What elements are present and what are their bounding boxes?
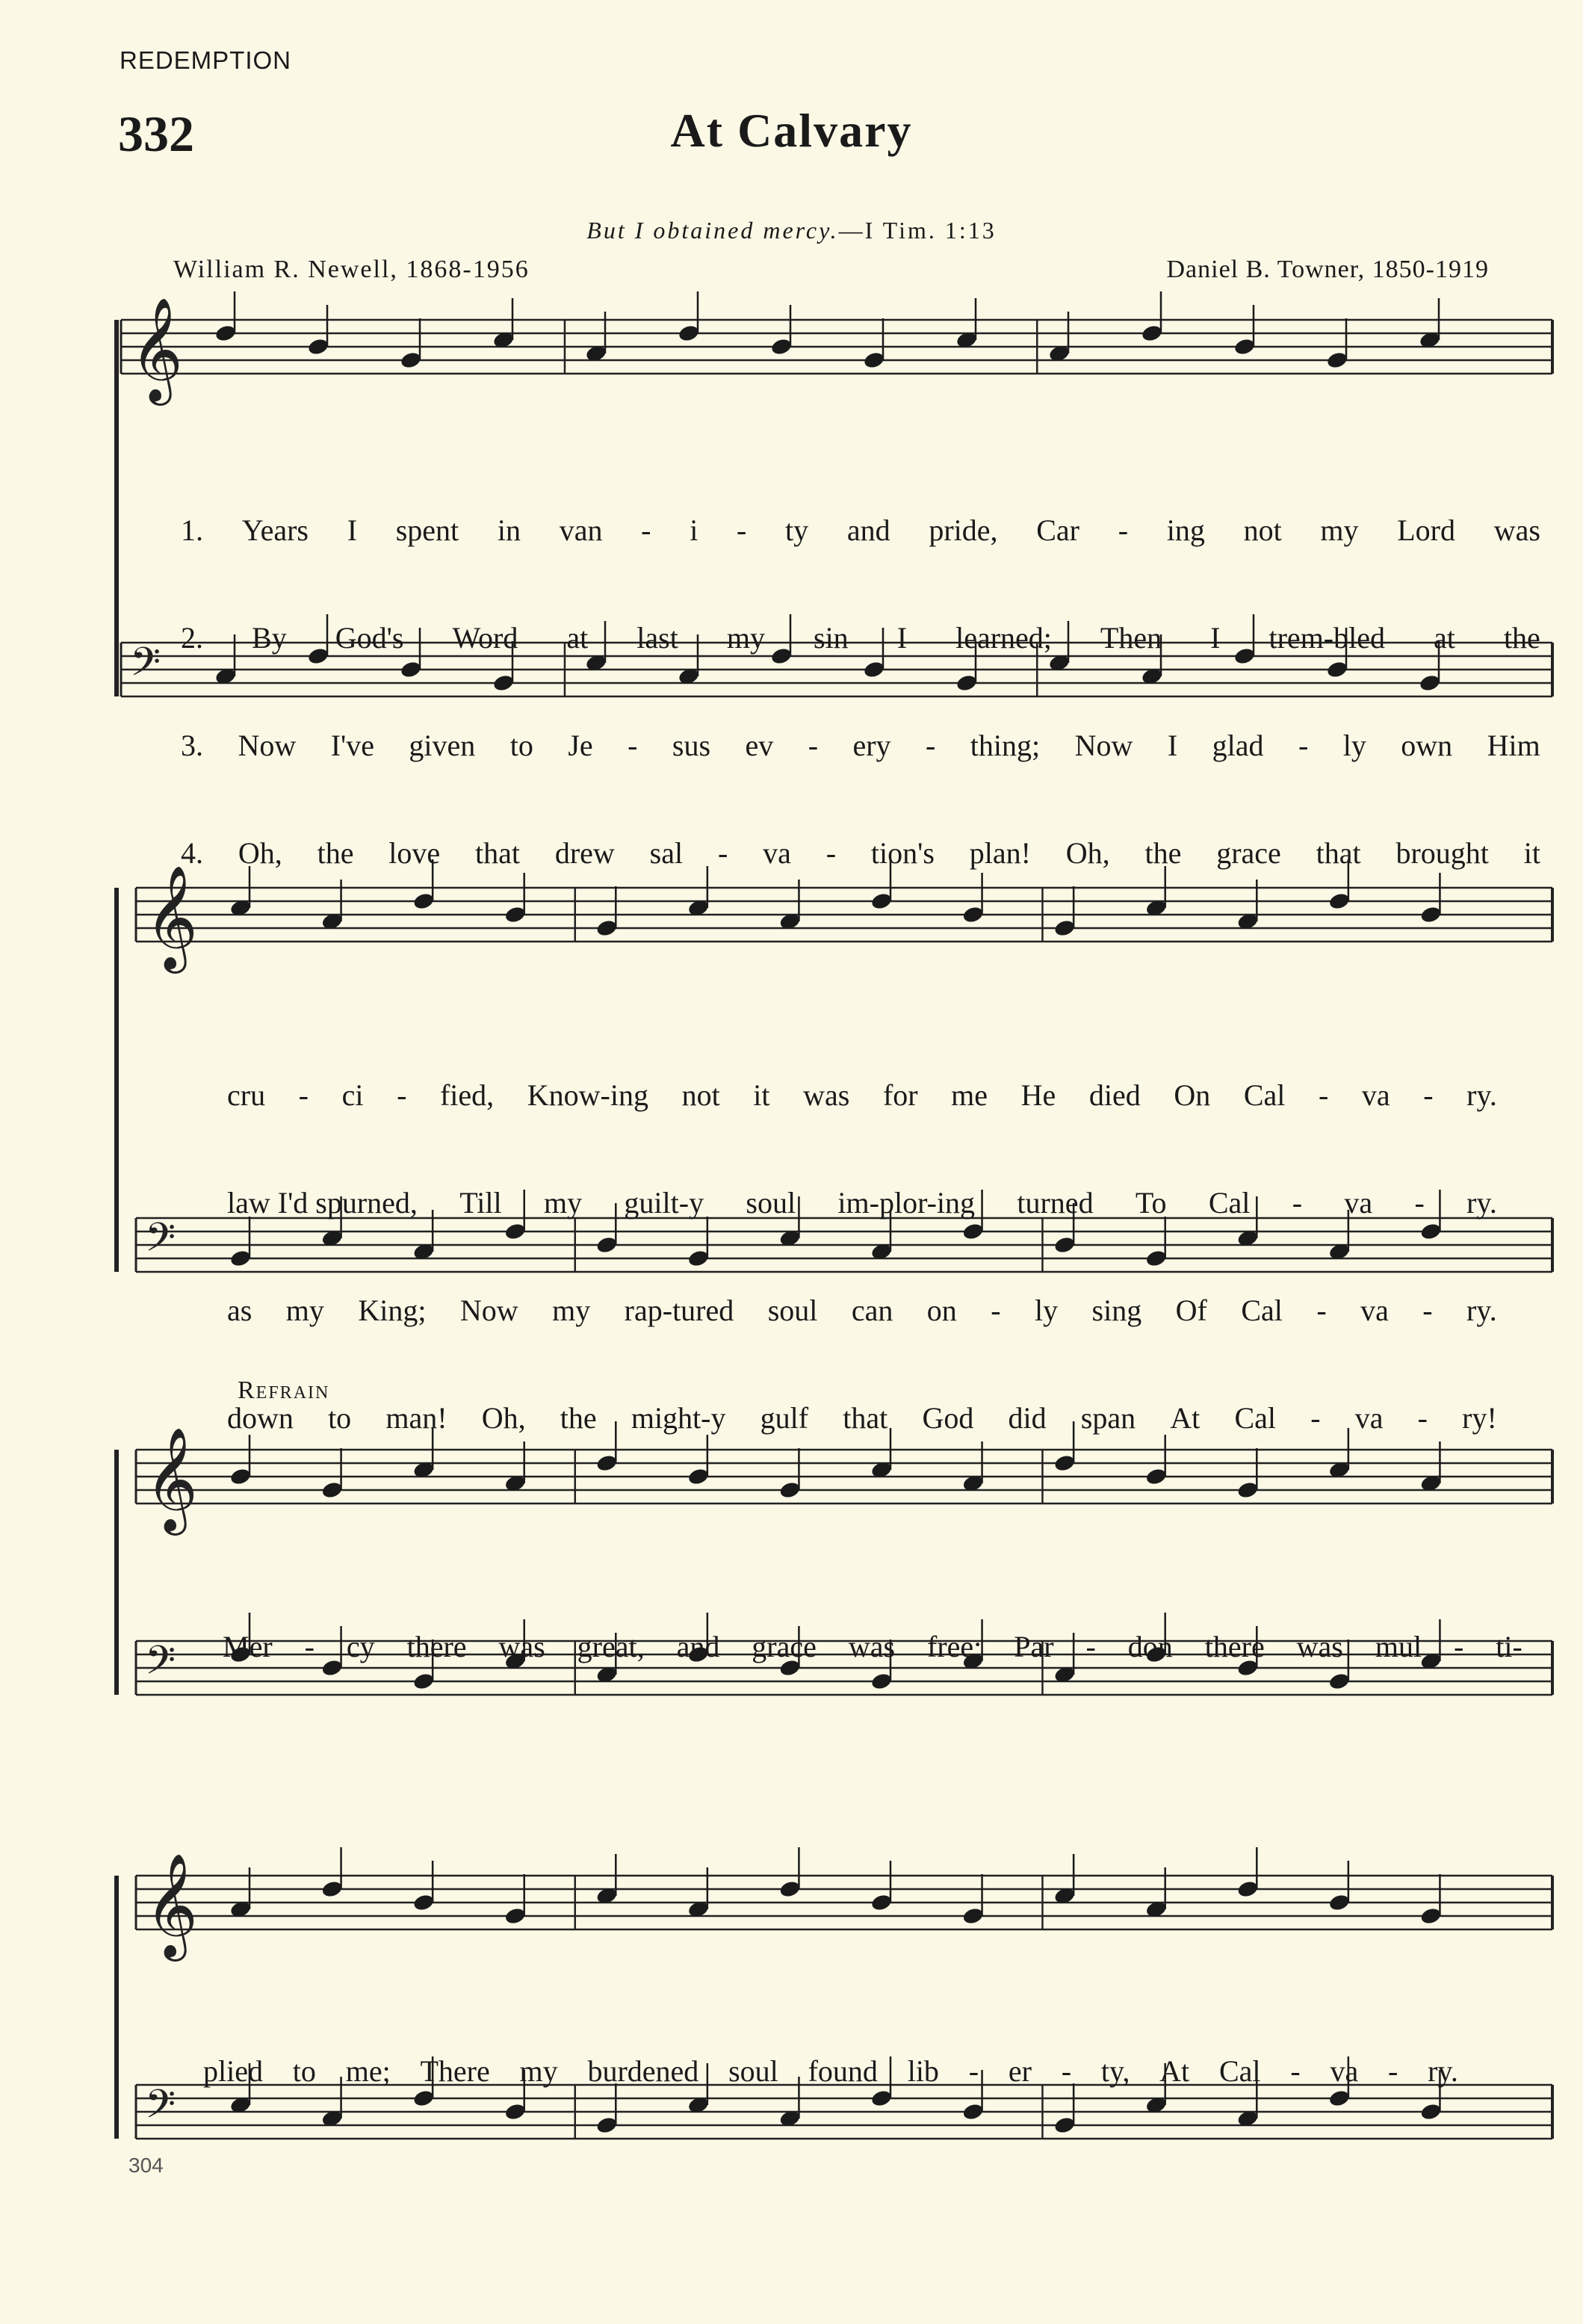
lyric-syllable: Mer xyxy=(223,1630,273,1663)
lyric-syllable: - xyxy=(825,836,837,870)
lyric-syllable: grace xyxy=(1216,836,1281,870)
lyric-syllable: ry. xyxy=(1428,2054,1458,2088)
lyric-syllable: - xyxy=(991,1294,1001,1327)
lyric-syllable: va xyxy=(1361,1078,1390,1112)
lyric-syllable: i xyxy=(690,513,698,547)
lyric-syllable: guilt-y xyxy=(624,1186,704,1220)
lyric-syllable: ly xyxy=(1342,729,1366,762)
verse-1-line-b xyxy=(227,1078,1497,1113)
lyric-syllable: mul xyxy=(1375,1630,1422,1663)
notehead xyxy=(1053,918,1076,938)
lyric-syllable: grace xyxy=(752,1630,817,1663)
lyric-syllable: trem-bled xyxy=(1268,621,1385,655)
verse-3-line-a xyxy=(181,728,1540,764)
lyric-syllable: spent xyxy=(395,513,459,547)
lyric-syllable: - xyxy=(808,729,819,762)
lyric-syllable: that xyxy=(475,836,520,870)
lyric-syllable: Then xyxy=(1100,621,1162,655)
lyric-syllable: Je xyxy=(568,729,593,762)
lyric-syllable: - xyxy=(968,2054,979,2088)
notehead xyxy=(504,1906,527,1926)
refrain-lyrics-line-1 xyxy=(223,1557,1522,1701)
lyric-syllable: - xyxy=(641,513,651,547)
lyric-syllable: span xyxy=(1080,1401,1136,1435)
lyric-syllable: - xyxy=(628,729,638,762)
lyric-syllable: - xyxy=(1422,1294,1433,1327)
lyric-syllable: van xyxy=(559,513,603,547)
verse-lyrics-line-a xyxy=(181,441,1540,907)
notehead xyxy=(961,905,985,924)
lyric-syllable: own xyxy=(1401,729,1453,762)
lyric-syllable: cru xyxy=(227,1078,266,1112)
lyric-syllable: He xyxy=(1020,1078,1056,1112)
lyric-syllable: was xyxy=(1296,1630,1343,1663)
lyric-syllable: - xyxy=(717,836,728,870)
bass-clef-icon: 𝄢 xyxy=(145,2082,176,2137)
lyric-syllable: ry. xyxy=(1466,1186,1497,1220)
lyric-syllable: not xyxy=(1243,513,1282,547)
lyric-syllable: was xyxy=(803,1078,850,1112)
section-label: REDEMPTION xyxy=(120,46,292,74)
lyric-syllable: lib xyxy=(907,2054,939,2088)
lyric-syllable: - xyxy=(1085,1630,1096,1663)
notehead xyxy=(1236,1879,1260,1899)
refrain-label: Refrain xyxy=(238,1376,330,1404)
lyric-syllable: it xyxy=(1523,836,1540,870)
scripture-text: But I obtained mercy. xyxy=(586,217,839,244)
lyric-syllable: - xyxy=(1310,1401,1321,1435)
notehead xyxy=(961,1906,985,1926)
lyric-syllable: man! xyxy=(385,1401,447,1435)
lyric-syllable: learned; xyxy=(955,621,1052,655)
lyric-syllable: I xyxy=(1210,621,1221,655)
lyric-syllable: - xyxy=(397,1078,407,1112)
lyric-syllable: ry! xyxy=(1462,1401,1497,1435)
treble-clef-icon: 𝄞 xyxy=(130,297,183,401)
lyric-syllable: At xyxy=(1159,2054,1190,2088)
lyric-syllable: me xyxy=(951,1078,988,1112)
lyric-syllable: ry. xyxy=(1466,1294,1497,1327)
lyric-syllable: On xyxy=(1174,1078,1211,1112)
lyric-syllable: - xyxy=(1417,1401,1428,1435)
lyric-syllable: Cal xyxy=(1208,1186,1251,1220)
lyric-syllable: ery xyxy=(852,729,891,762)
refrain-lyrics-line-2 xyxy=(203,1982,1458,2125)
notehead xyxy=(320,1879,344,1899)
lyric-syllable: ev xyxy=(745,729,774,762)
lyric-syllable: ing xyxy=(1166,513,1205,547)
lyric-syllable: my xyxy=(1320,513,1359,547)
notehead xyxy=(778,1879,802,1899)
lyric-syllable: the xyxy=(1144,836,1182,870)
lyric-syllable: great, xyxy=(577,1630,645,1663)
lyric-syllable: Car xyxy=(1036,513,1079,547)
lyric-syllable: law I'd spurned, xyxy=(227,1186,418,1220)
bass-clef-icon: 𝄢 xyxy=(130,640,161,695)
lyric-syllable: was xyxy=(1493,513,1540,547)
lyric-syllable: - xyxy=(1061,2054,1072,2088)
lyric-syllable: sus xyxy=(672,729,711,762)
lyric-syllable: to xyxy=(292,2054,316,2088)
lyric-syllable: ty, xyxy=(1100,2054,1130,2088)
lyric-syllable: Oh, xyxy=(1065,836,1110,870)
lyric-syllable: sal xyxy=(649,836,684,870)
lyric-syllable: to xyxy=(509,729,533,762)
lyric-syllable: at xyxy=(566,621,589,655)
verse-4-line-b xyxy=(227,1400,1497,1436)
lyric-syllable: im-plor-ing xyxy=(837,1186,976,1220)
lyric-syllable: There xyxy=(420,2054,490,2088)
lyric-syllable: there xyxy=(406,1630,467,1663)
lyric-syllable: Years xyxy=(241,513,309,547)
notehead xyxy=(1328,1893,1351,1912)
lyric-syllable: plied xyxy=(203,2054,263,2088)
lyric-syllable: sin xyxy=(814,621,849,655)
lyric-syllable: it xyxy=(753,1078,770,1112)
lyric-syllable: ly xyxy=(1034,1294,1059,1327)
lyric-syllable: - xyxy=(1318,1078,1329,1112)
lyric-syllable: not xyxy=(681,1078,720,1112)
lyric-syllable: I've xyxy=(330,729,374,762)
lyric-syllable: the xyxy=(317,836,354,870)
lyric-syllable: my xyxy=(552,1294,591,1327)
notehead xyxy=(678,324,701,343)
lyric-syllable: va xyxy=(1360,1294,1389,1327)
lyric-syllable: Lord xyxy=(1397,513,1455,547)
lyric-syllable: soul xyxy=(767,1294,818,1327)
notehead xyxy=(863,350,886,370)
lyric-syllable: - xyxy=(1414,1186,1425,1220)
hymn-number: 332 xyxy=(118,105,194,162)
lyric-syllable: Cal xyxy=(1241,1294,1283,1327)
lyric-syllable: - xyxy=(1454,1630,1464,1663)
lyric-syllable: Of xyxy=(1175,1294,1207,1327)
lyric-syllable: plan! xyxy=(969,836,1031,870)
lyric-syllable: Till xyxy=(459,1186,502,1220)
notehead xyxy=(870,1893,893,1912)
lyric-syllable: and xyxy=(676,1630,720,1663)
lyric-syllable: to xyxy=(328,1401,352,1435)
lyric-syllable: the xyxy=(1503,621,1540,655)
lyric-syllable: me; xyxy=(345,2054,391,2088)
lyric-syllable: Know-ing xyxy=(527,1078,648,1112)
lyric-syllable: that xyxy=(1316,836,1361,870)
lyric-syllable: Oh, xyxy=(481,1401,526,1435)
bass-clef-icon: 𝄢 xyxy=(145,1215,176,1270)
lyric-syllable: Word xyxy=(452,621,518,655)
lyric-syllable: died xyxy=(1088,1078,1141,1112)
lyric-syllable: Oh, xyxy=(238,836,282,870)
lyric-syllable: Cal xyxy=(1218,2054,1261,2088)
lyric-syllable: cy xyxy=(346,1630,375,1663)
lyric-syllable: - xyxy=(1298,729,1309,762)
lyric-syllable: - xyxy=(737,513,747,547)
lyric-syllable: burdened xyxy=(587,2054,699,2088)
lyric-syllable: King; xyxy=(358,1294,427,1327)
composer-credit: Daniel B. Towner, 1850-1919 xyxy=(1166,256,1489,283)
lyric-syllable: can xyxy=(851,1294,893,1327)
notehead xyxy=(320,1480,344,1500)
lyric-syllable: at xyxy=(1434,621,1455,655)
refrain-line-1 xyxy=(223,1629,1522,1665)
notehead xyxy=(307,337,330,356)
lyric-syllable: By xyxy=(252,621,287,655)
lyric-syllable: - xyxy=(1290,2054,1301,2088)
treble-clef-icon: 𝄞 xyxy=(145,1427,198,1531)
lyric-syllable: soul xyxy=(746,1186,796,1220)
hymn-title: At Calvary xyxy=(670,104,913,157)
lyric-syllable: might-y xyxy=(631,1401,726,1435)
lyric-syllable: fied, xyxy=(439,1078,495,1112)
notehead xyxy=(778,1480,802,1500)
lyric-syllable: va xyxy=(763,836,791,870)
lyric-syllable: 1. xyxy=(181,513,203,547)
lyric-syllable: ti- xyxy=(1496,1630,1522,1663)
lyric-syllable: - xyxy=(1118,513,1129,547)
lyric-syllable: rap-tured xyxy=(624,1294,734,1327)
notehead xyxy=(1236,1480,1260,1500)
lyric-syllable: on xyxy=(926,1294,957,1327)
scripture-citation: —I Tim. 1:13 xyxy=(838,217,997,244)
lyric-syllable: Now xyxy=(1074,729,1133,762)
lyric-syllable: Cal xyxy=(1243,1078,1286,1112)
lyric-syllable: God's xyxy=(335,621,404,655)
notehead xyxy=(1141,324,1164,343)
page-number: 304 xyxy=(128,2154,164,2177)
lyric-syllable: - xyxy=(298,1078,309,1112)
lyric-syllable: found xyxy=(808,2054,878,2088)
lyric-syllable: Now xyxy=(238,729,297,762)
lyric-syllable: in xyxy=(497,513,521,547)
treble-clef-icon: 𝄞 xyxy=(145,865,198,969)
lyric-syllable: don xyxy=(1127,1630,1173,1663)
lyric-syllable: glad xyxy=(1212,729,1264,762)
notehead xyxy=(504,905,527,924)
lyric-syllable: thing; xyxy=(970,729,1041,762)
lyric-syllable: 3. xyxy=(181,729,203,762)
verse-3-line-b xyxy=(227,1293,1497,1329)
lyric-syllable: - xyxy=(1388,2054,1398,2088)
lyric-syllable: the xyxy=(560,1401,597,1435)
lyric-syllable: soul xyxy=(728,2054,778,2088)
lyric-syllable: there xyxy=(1204,1630,1265,1663)
notehead xyxy=(1233,337,1257,356)
verse-lyrics-line-b xyxy=(227,1006,1497,1472)
lyric-syllable: and xyxy=(846,513,890,547)
notehead xyxy=(770,337,793,356)
lyric-syllable: was xyxy=(848,1630,896,1663)
lyric-syllable: Cal xyxy=(1234,1401,1277,1435)
refrain-line-2 xyxy=(203,2053,1458,2089)
lyric-syllable: va xyxy=(1344,1186,1373,1220)
lyric-syllable: To xyxy=(1135,1186,1167,1220)
verse-1-line-a xyxy=(181,513,1540,548)
lyric-syllable: did xyxy=(1008,1401,1047,1435)
lyric-syllable: ry. xyxy=(1466,1078,1497,1112)
verse-2-line-b xyxy=(227,1185,1497,1221)
treble-clef-icon: 𝄞 xyxy=(145,1853,198,1957)
lyric-syllable: - xyxy=(1423,1078,1434,1112)
lyric-syllable: er xyxy=(1008,2054,1032,2088)
lyric-syllable: I xyxy=(896,621,908,655)
lyric-syllable: va xyxy=(1330,2054,1359,2088)
verse-2-line-a xyxy=(181,620,1540,656)
lyric-syllable: ci xyxy=(341,1078,364,1112)
lyric-syllable: At xyxy=(1170,1401,1201,1435)
lyric-syllable: last xyxy=(636,621,678,655)
lyric-syllable: given xyxy=(409,729,476,762)
lyric-syllable: gulf xyxy=(760,1401,809,1435)
lyric-syllable: - xyxy=(926,729,936,762)
lyric-syllable: 2. xyxy=(181,621,203,655)
lyric-syllable: my xyxy=(726,621,765,655)
lyric-syllable: Now xyxy=(459,1294,518,1327)
lyric-syllable: 4. xyxy=(181,836,203,870)
verse-4-line-a xyxy=(181,835,1540,871)
lyric-syllable: free; xyxy=(927,1630,982,1663)
lyric-syllable: my xyxy=(285,1294,324,1327)
lyric-syllable: brought xyxy=(1395,836,1489,870)
notehead xyxy=(214,324,238,343)
lyric-syllable: love xyxy=(388,836,441,870)
notehead xyxy=(595,918,619,938)
lyric-syllable: turned xyxy=(1017,1186,1094,1220)
lyric-syllable: va xyxy=(1354,1401,1384,1435)
notehead xyxy=(1419,905,1443,924)
lyric-syllable: that xyxy=(843,1401,888,1435)
notehead xyxy=(400,350,423,370)
lyric-syllable: tion's xyxy=(870,836,935,870)
lyric-syllable: my xyxy=(543,1186,583,1220)
lyric-syllable: - xyxy=(304,1630,315,1663)
lyric-syllable: I xyxy=(1167,729,1178,762)
lyric-syllable: ty xyxy=(785,513,809,547)
lyric-syllable: sing xyxy=(1091,1294,1142,1327)
lyric-syllable: - xyxy=(1292,1186,1303,1220)
notehead xyxy=(412,1893,436,1912)
lyric-syllable: drew xyxy=(554,836,615,870)
author-credit: William R. Newell, 1868-1956 xyxy=(173,256,530,283)
lyric-syllable: God xyxy=(922,1401,974,1435)
lyric-syllable: down xyxy=(227,1401,294,1435)
lyric-syllable: - xyxy=(1316,1294,1327,1327)
lyric-syllable: for xyxy=(882,1078,918,1112)
notehead xyxy=(1326,350,1349,370)
lyric-syllable: pride, xyxy=(929,513,998,547)
notehead xyxy=(1419,1906,1443,1926)
lyric-syllable: I xyxy=(347,513,358,547)
bass-clef-icon: 𝄢 xyxy=(145,1638,176,1693)
lyric-syllable: was xyxy=(498,1630,545,1663)
lyric-syllable: as xyxy=(227,1294,253,1327)
lyric-syllable: my xyxy=(519,2054,558,2088)
lyric-syllable: Him xyxy=(1487,729,1540,762)
lyric-syllable: Par xyxy=(1014,1630,1054,1663)
